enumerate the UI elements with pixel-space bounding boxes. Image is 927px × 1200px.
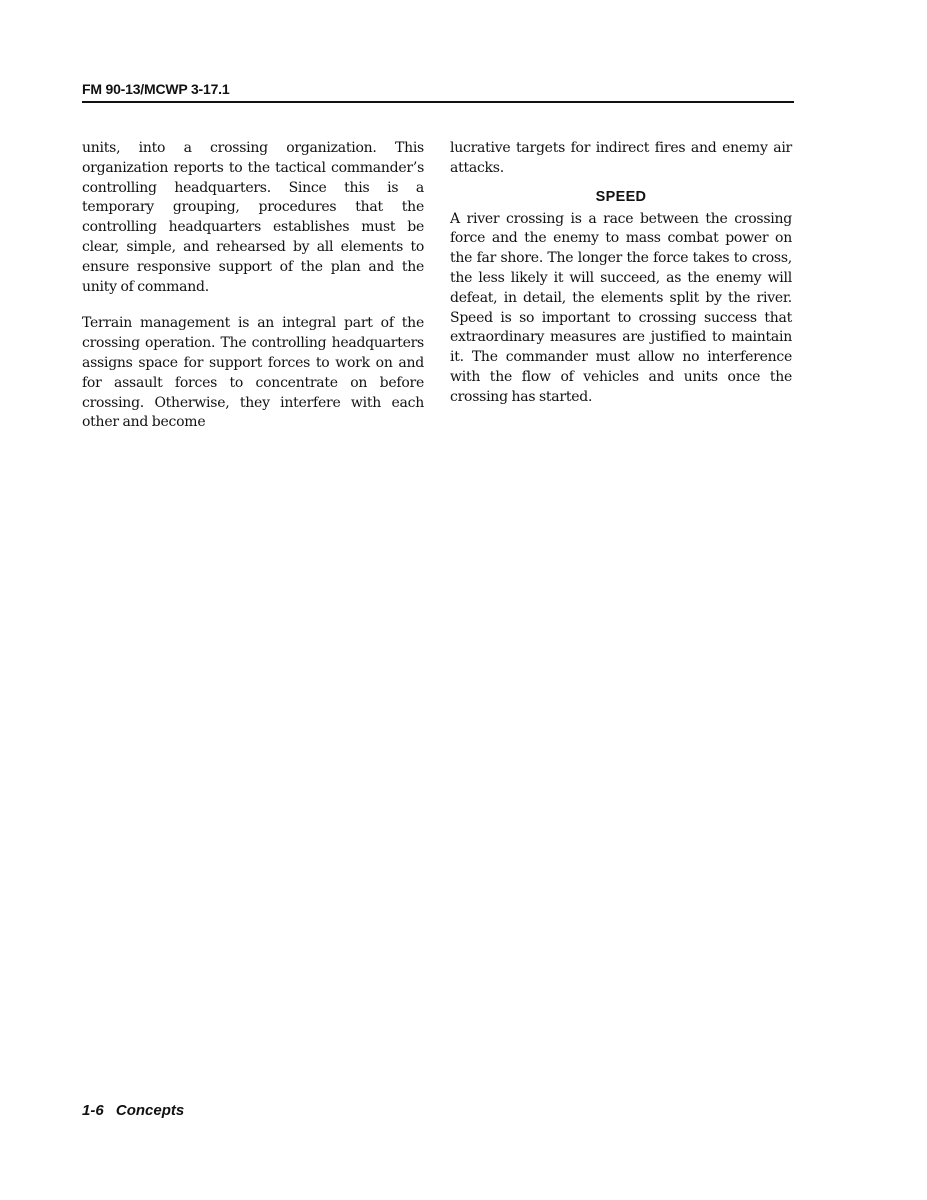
section-heading-speed: SPEED: [595, 188, 647, 205]
page-footer: [82, 1101, 184, 1121]
paragraph-terrain-management: Terrain management is an integral part of the crossing operation. The controlling headquarters assigns space for support forces to work on and for assault forces to concentrate on before crossing. Otherwise, they interfere with each other and become: [82, 315, 424, 431]
paragraph-speed: A river crossing is a race between the crossing force and the enemy to mass combat power on the far shore. The longer the force takes to cross, the less likely it will succeed, as the enemy will defeat, in detail, the elements split by the river. Speed is so important to crossing success that extraordinary measures are justified to maintain it. The commander must allow no interference with the flow of vehicles and units once the crossing has started.: [450, 210, 792, 405]
paragraph-continuation: lucrative targets for indirect fires and enemy air attacks.: [450, 140, 792, 176]
left-column: [82, 139, 424, 433]
chapter-name: Concepts: [115, 1102, 185, 1119]
right-column: [450, 139, 792, 408]
page-number: 1-6: [82, 1102, 104, 1119]
page-header: [82, 80, 794, 103]
document-id: FM 90-13/MCWP 3-17.1: [82, 81, 230, 97]
paragraph-crossing-organization: units, into a crossing organization. This organization reports to the tactical commander’s controlling headquarters. Since this is a temporary grouping, procedures that the controlling headquarters establishes must be clear, simple, and rehearsed by all elements to ensure responsive support of the plan and the unity of command.: [82, 140, 424, 295]
